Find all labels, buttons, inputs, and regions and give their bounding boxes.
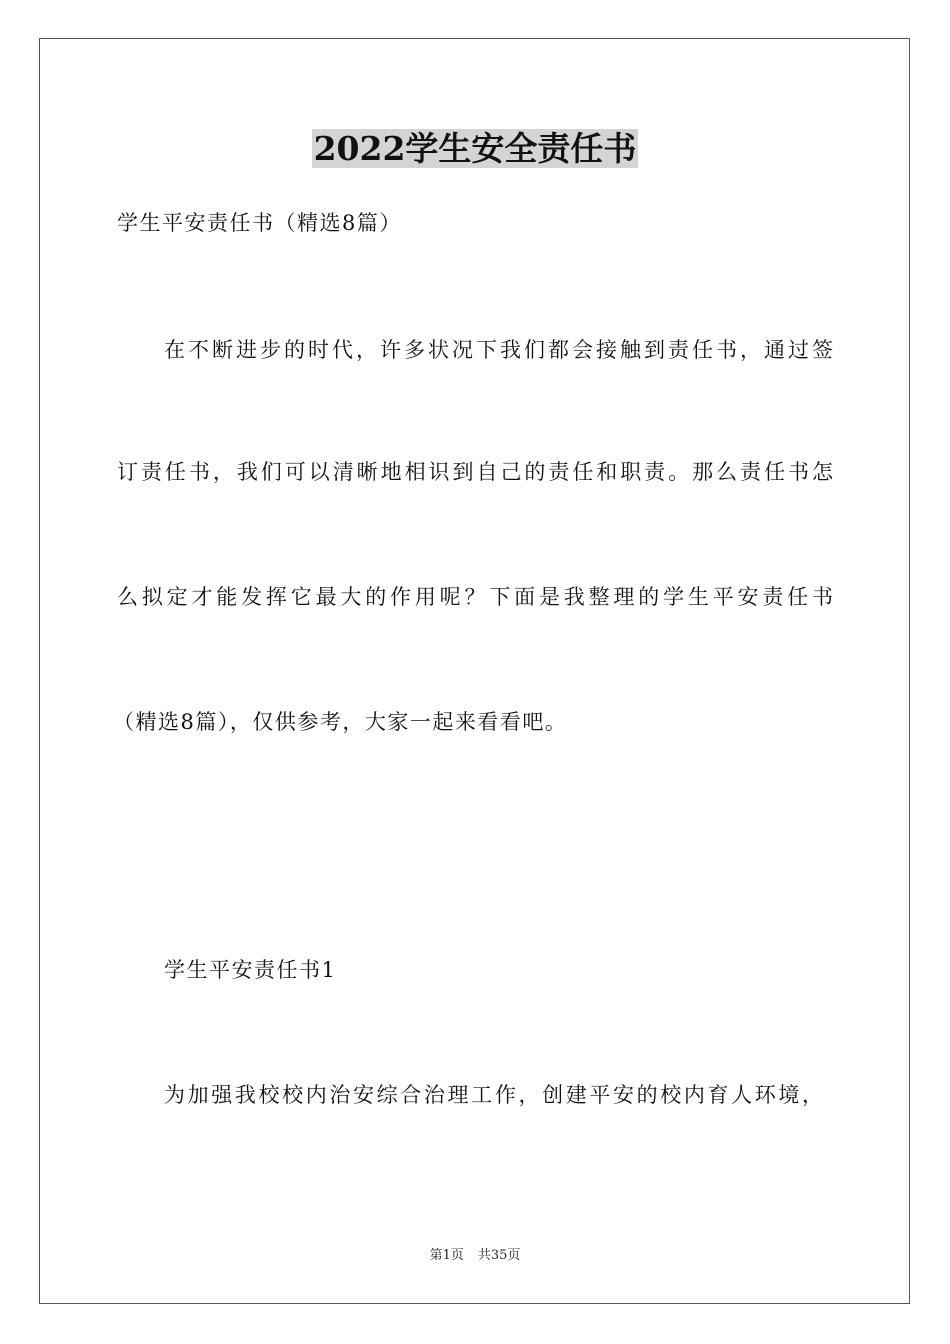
footer-total-pages: 共35页 — [477, 1248, 521, 1263]
intro-line-2: 订责任书，我们可以清晰地相识到自己的责任和职责。那么责任书怎 — [117, 460, 833, 484]
intro-line-1: 在不断进步的时代，许多状况下我们都会接触到责任书，通过签 — [164, 338, 833, 362]
section-first-line: 为加强我校校内治安综合治理工作，创建平安的校内育人环境， — [164, 1083, 823, 1107]
document-title-text: 2022学生安全责任书 — [313, 129, 637, 168]
page-footer — [0, 1247, 950, 1265]
intro-line-3: 么拟定才能发挥它最大的作用呢？下面是我整理的学生平安责任书 — [117, 585, 833, 609]
section-heading: 学生平安责任书1 — [164, 958, 337, 982]
intro-line-4: （精选8篇），仅供参考，大家一起来看看吧。 — [113, 710, 568, 734]
document-subtitle: 学生平安责任书（精选8篇） — [117, 211, 402, 235]
document-title — [0, 128, 950, 170]
footer-page-number: 第1页 — [429, 1248, 464, 1263]
